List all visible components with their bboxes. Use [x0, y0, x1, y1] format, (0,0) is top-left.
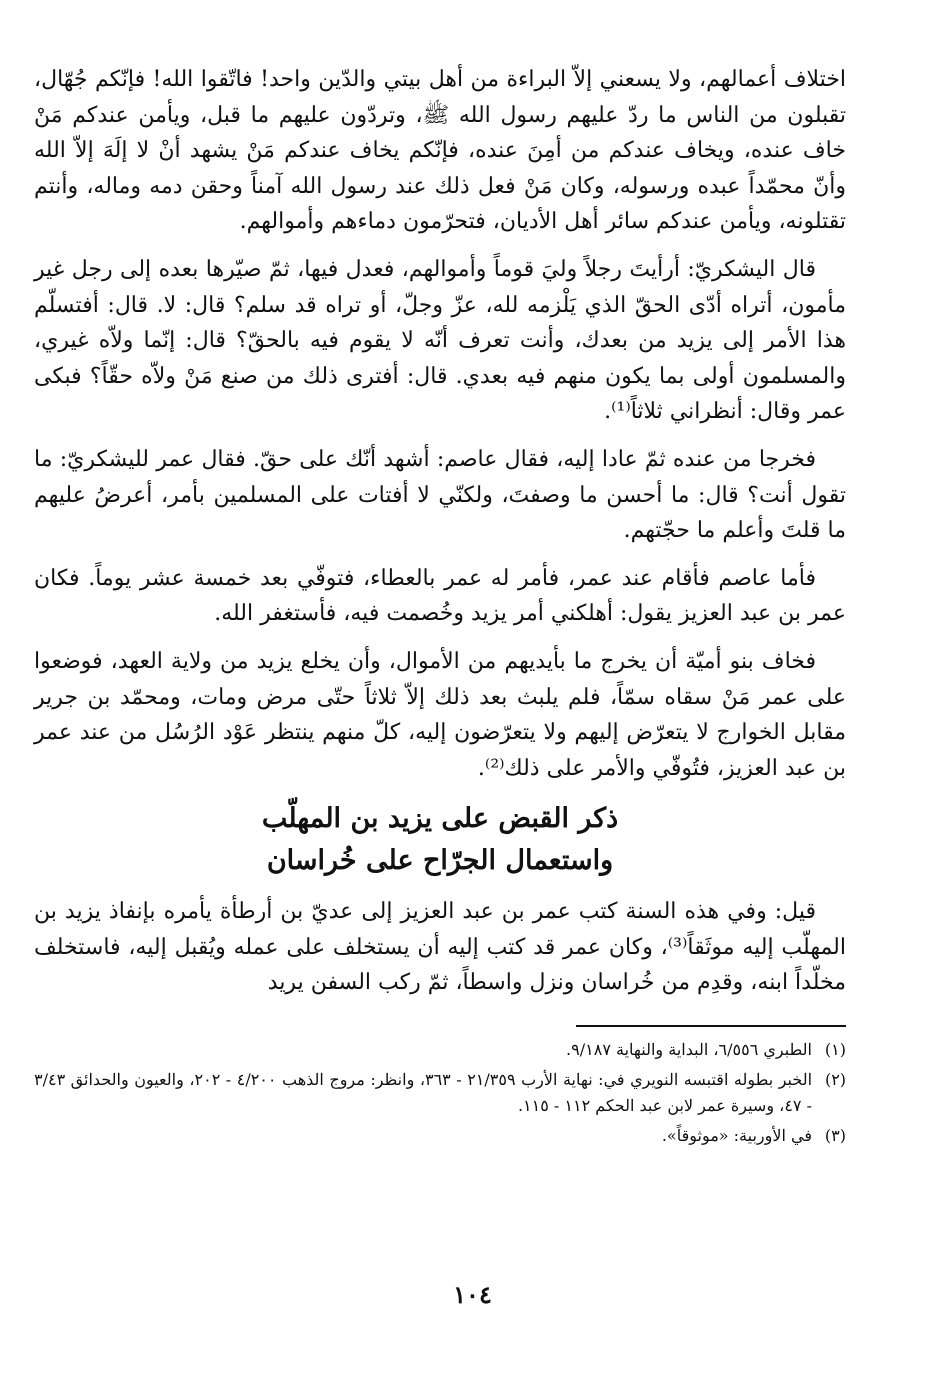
footnote-number: (١) — [824, 1040, 846, 1060]
footnote-text: الطبري ٦/٥٥٦، البداية والنهاية ٩/١٨٧. — [566, 1040, 812, 1060]
footnote-1 — [34, 1037, 846, 1063]
section-heading-line-1: ذكر القبض على يزيد بن المهلّب — [261, 803, 619, 835]
paragraph-2: قال اليشكريّ: أرأيتَ رجلاً وليَ قوماً وأموالهم، فعدل فيها، ثمّ صيّرها بعده إلى رجل غير مأمون، أتراه أدّى الحقّ الذي يَلْزمه لله، عزّ وجلّ، أو تراه قد سلم؟ قال: لا. قال: أفتسلّم هذا الأمر إلى يزيد من بعدك، وأنت تعرف أنّه لا يقوم فيه بالحقّ؟ قال: إنّما ولاّه غيري، والمسلمون أولى بما يكون منهم فيه بعدي. قال: أفترى ذلك من صنع مَنْ ولاّه حقّاً؟ فبكى عمر وقال: أنظراني ثلاثاً⁽¹⁾. — [34, 256, 846, 425]
footnote-3 — [34, 1123, 846, 1149]
footnote-text: في الأوربية: «موثوقاً». — [661, 1126, 812, 1146]
paragraph-1: اختلاف أعمالهم، ولا يسعني إلاّ البراءة من أهل بيتي والدّين واحد! فاتّقوا الله! فإنّكم جُهّال، تقبلون من الناس ما ردّ عليهم رسول الله ﷺ، وتردّون عليهم ما قبل، ويأمن عندكم مَنْ خاف عنده، ويخاف عندكم من أمِنَ عنده، فإنّكم يخاف عندكم مَنْ يشهد أنْ لا إلَهَ إلاّ الله وأنّ محمّداً عبده ورسوله، وكان مَنْ فعل ذلك عند رسول الله آمناً وحقن دمه وماله، وأنتم تقتلونه، ويأمن عندكم سائر أهل الأديان، فتحرّمون دماءهم وأموالهم. — [34, 67, 846, 235]
footnote-text: الخبر بطوله اقتبسه النويري في: نهاية الأرب ٢١/٣٥٩ - ٣٦٣، وانظر: مروج الذهب ٤/٢٠٠ - ٢٠٢، والعيون والحدائق ٣/٤٣ - ٤٧، وسيرة عمر لابن عبد الحكم ١١٢ - ١١٥. — [34, 1070, 813, 1116]
section-heading — [34, 798, 846, 882]
footnote-number: (٣) — [824, 1126, 846, 1146]
footnote-number: (٢) — [824, 1070, 847, 1090]
page-number: ١٠٤ — [453, 1280, 492, 1309]
paragraph-5: فخاف بنو أميّة أن يخرج ما بأيديهم من الأموال، وأن يخلع يزيد من ولاية العهد، فوضعوا على عمر مَنْ سقاه سمّاً، فلم يلبث بعد ذلك إلاّ ثلاثاً حتّى مرض ومات، ومحمّد بن جرير مقابل الخوارج لا يتعرّض إليهم ولا يتعرّضون إليه، كلّ منهم ينتظر عَوْد الرُسُل من عند عمر بن عبد العزيز، فتُوفّي والأمر على ذلك⁽²⁾. — [34, 648, 846, 781]
paragraph-4: فأما عاصم فأقام عند عمر، فأمر له عمر بالعطاء، فتوفّي بعد خمسة عشر يوماً. فكان عمر بن عبد العزيز يقول: أهلكني أمر يزيد وخُصمت فيه، فأستغفر الله. — [34, 565, 846, 627]
footnote-2 — [34, 1067, 846, 1119]
section-heading-line-2: واستعمال الجرّاح على خُراسان — [266, 845, 614, 877]
page-body — [34, 62, 846, 1153]
paragraph-3: فخرجا من عنده ثمّ عادا إليه، فقال عاصم: أشهد أنّك على حقّ. فقال عمر لليشكريّ: ما تقول أنت؟ قال: ما أحسن ما وصفتَ، ولكنّي لا أفتات على المسلمين بأمر، أعرضُ عليهم ما قلتَ وأعلم ما حجّتهم. — [34, 446, 846, 544]
footnote-divider — [576, 1025, 846, 1027]
paragraph-6: قيل: وفي هذه السنة كتب عمر بن عبد العزيز إلى عديّ بن أرطأة يأمره بإنفاذ يزيد بن المهلّب إليه موثَقاً⁽³⁾، وكان عمر قد كتب إليه أن يستخلف على عمله ويُقبل إليه، فاستخلف مخلّداً ابنه، وقدِم من خُراسان ونزل واسطاً، ثمّ ركب السفن يريد — [34, 899, 846, 996]
